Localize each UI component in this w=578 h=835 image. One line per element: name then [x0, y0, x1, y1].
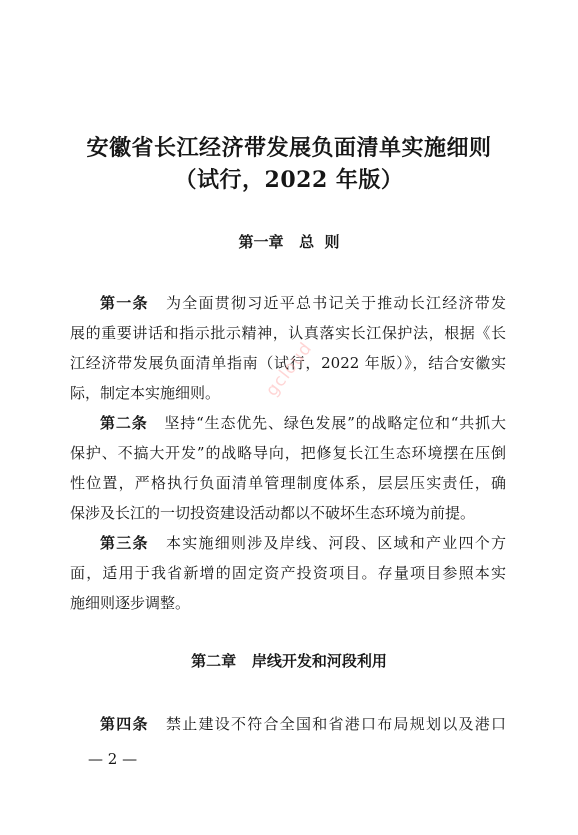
article-3-first-line [100, 532, 506, 553]
article-2-first-line [100, 412, 506, 433]
chapter-1-heading: 第一章 总 则 [238, 233, 340, 251]
article-2-text: 坚持“生态优先、绿色发展”的战略定位和“共抓大 [163, 414, 506, 432]
article-3-line: 面，适用于我省新增的固定资产投资项目。存量项目参照本实 [70, 564, 506, 582]
article-2-line: 保护、不搞大开发”的战略导向，把修复长江生态环境摆在压倒 [70, 444, 506, 462]
article-2-label: 第二条 [100, 414, 148, 432]
article-1-line: 展的重要讲话和指示批示精神，认真落实长江保护法，根据《长 [70, 324, 506, 342]
article-1-text: 为全面贯彻习近平总书记关于推动长江经济带发 [164, 294, 506, 312]
page-number: — 2 — [88, 750, 138, 768]
document-title: 安徽省长江经济带发展负面清单实施细则 [86, 135, 492, 161]
article-4-label: 第四条 [100, 715, 149, 733]
article-1-label: 第一条 [100, 294, 149, 312]
document-subtitle: （试行，2022 年版） [174, 167, 404, 193]
chapter-2-heading: 第二章 岸线开发和河段利用 [191, 652, 387, 670]
watermark: gcloud [262, 338, 317, 401]
article-2-line: 保涉及长江的一切投资建设活动都以不破坏生态环境为前提。 [70, 504, 476, 522]
article-1-line: 江经济带发展负面清单指南（试行，2022 年版）》，结合安徽实 [70, 354, 506, 372]
article-3-label: 第三条 [100, 534, 149, 552]
article-4-text: 禁止建设不符合全国和省港口布局规划以及港口 [164, 715, 506, 733]
article-2-line: 性位置，严格执行负面清单管理制度体系，层层压实责任，确 [70, 474, 506, 492]
article-4-first-line [100, 713, 506, 734]
article-3-text: 本实施细则涉及岸线、河段、区域和产业四个方 [164, 534, 506, 552]
article-1-first-line [100, 292, 506, 313]
article-1-line: 际，制定本实施细则。 [70, 384, 221, 402]
article-3-line: 施细则逐步调整。 [70, 594, 191, 612]
